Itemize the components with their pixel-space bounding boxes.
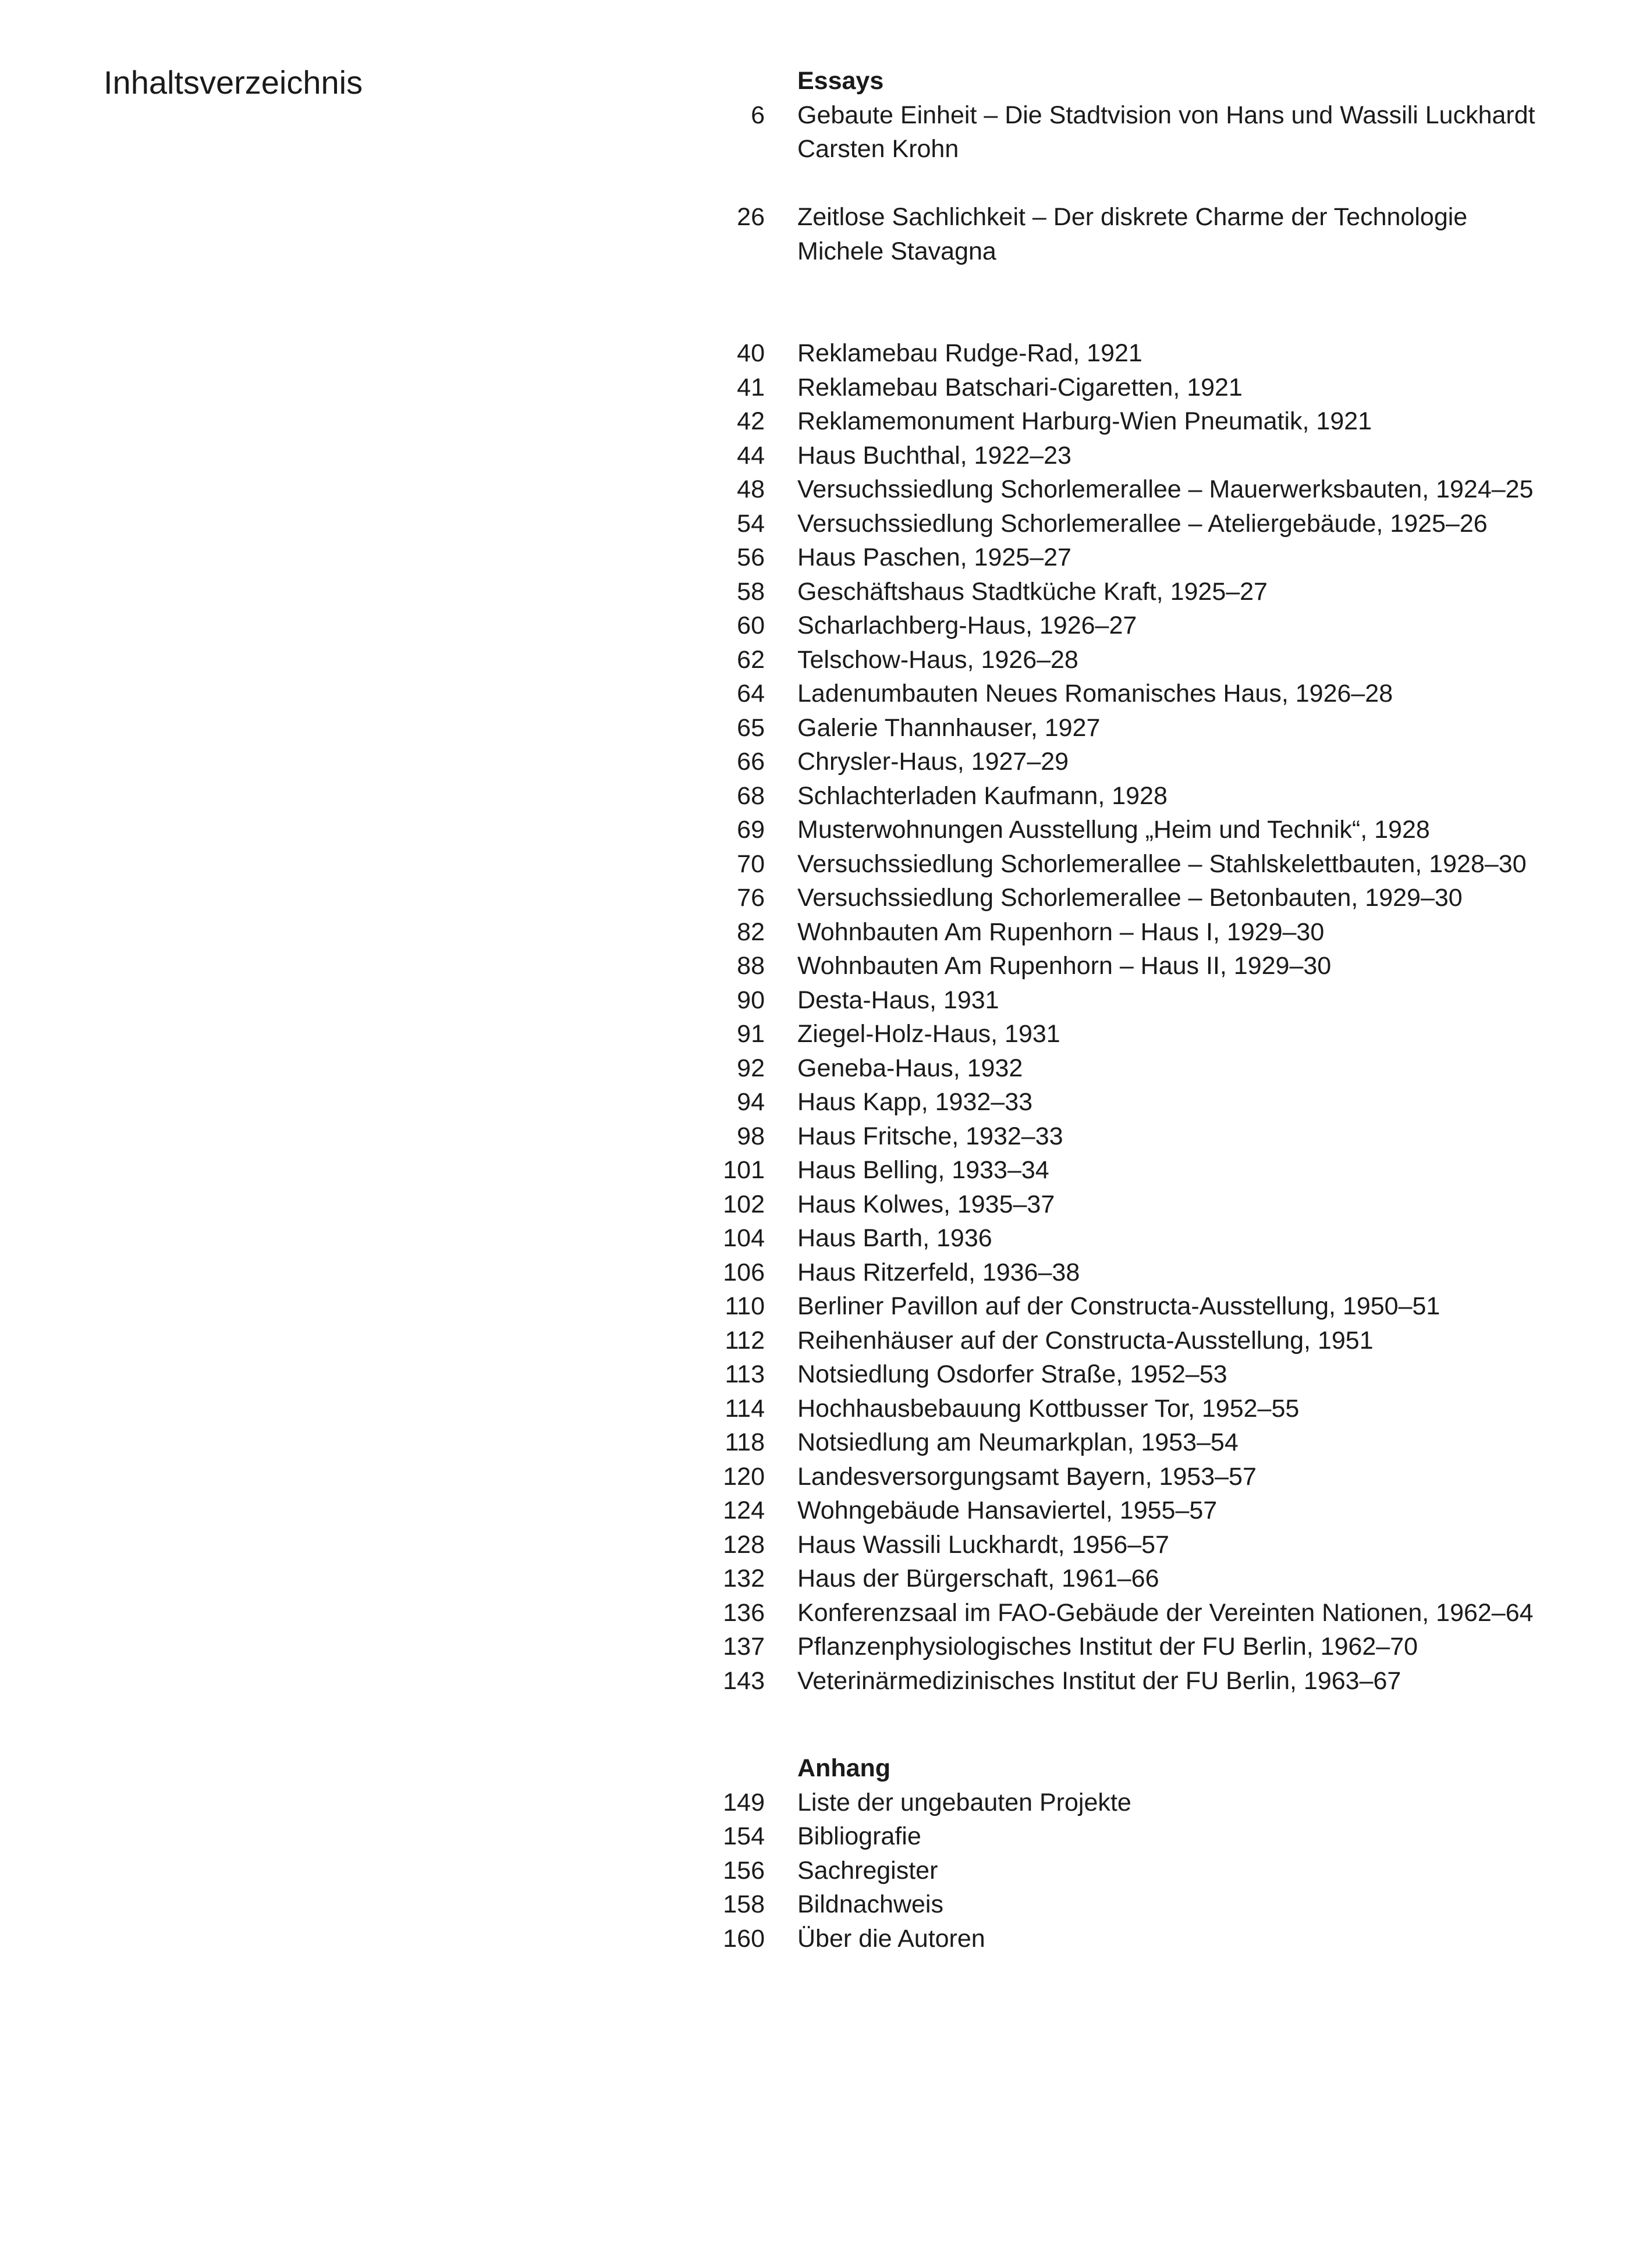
page-number: 68 [737,781,765,810]
page-number: 132 [723,1565,765,1592]
page-number: 44 [737,441,765,470]
toc-entry-author [698,132,1606,166]
page-number: 154 [723,1822,765,1850]
toc-entry[interactable] [698,949,1606,983]
page-number: 92 [737,1054,765,1082]
toc-entry[interactable] [698,711,1606,745]
page-number: 113 [725,1360,765,1388]
page-number: 104 [723,1224,765,1252]
page-number: 120 [723,1462,765,1491]
toc-entry[interactable] [698,1392,1606,1426]
toc-entry[interactable] [698,1562,1606,1596]
toc-entry[interactable] [698,439,1606,473]
entry-author: Michele Stavagna [797,237,996,265]
entry-title: Chrysler-Haus, 1927–29 [797,748,1069,776]
page-number: 98 [737,1122,765,1150]
page-number: 124 [723,1496,765,1524]
page-number: 88 [737,952,765,980]
page-number: 143 [723,1666,765,1695]
toc-entry[interactable] [698,1289,1606,1324]
appendix-heading-row [698,1751,1606,1786]
table-of-contents [698,64,1606,1956]
toc-entry[interactable] [698,1426,1606,1460]
entry-author: Carsten Krohn [797,135,959,163]
essays-heading: Essays [797,67,884,95]
entry-title: Schlachterladen Kaufmann, 1928 [797,781,1168,810]
toc-entry[interactable] [698,507,1606,541]
entry-title: Haus Kolwes, 1935–37 [797,1190,1055,1218]
page-title: Inhaltsverzeichnis [104,64,363,101]
page-number: 137 [723,1633,765,1661]
page-number: 128 [723,1530,765,1559]
toc-entry[interactable] [698,472,1606,507]
entry-title: Haus Buchthal, 1922–23 [797,441,1071,470]
page-number: 58 [737,577,765,606]
page-number: 82 [737,918,765,946]
toc-entry[interactable] [698,1051,1606,1086]
toc-entry[interactable] [698,200,1606,234]
page-number: 118 [725,1428,765,1456]
entry-title: Reklamebau Batschari-Cigaretten, 1921 [797,373,1243,401]
toc-entry[interactable] [698,915,1606,950]
toc-entry[interactable] [698,98,1606,133]
toc-entry[interactable] [698,677,1606,711]
entry-title: Notsiedlung Osdorfer Straße, 1952–53 [797,1360,1227,1388]
toc-entry[interactable] [698,1887,1606,1922]
entry-title: Ziegel-Holz-Haus, 1931 [797,1020,1060,1048]
entry-title: Pflanzenphysiologisches Institut der FU Berlin, 1962–70 [797,1633,1418,1661]
entry-title: Veterinärmedizinisches Institut der FU Berlin, 1963–67 [797,1666,1401,1695]
page-number: 102 [723,1190,765,1218]
page-number: 6 [751,101,765,129]
entry-title: Reklamemonument Harburg-Wien Pneumatik, 1921 [797,407,1372,435]
entry-title: Konferenzsaal im FAO-Gebäude der Vereinten Nationen, 1962–64 [797,1598,1534,1627]
toc-entry[interactable] [698,1221,1606,1256]
page-number: 114 [725,1394,765,1423]
entry-title: Telschow-Haus, 1926–28 [797,645,1078,674]
toc-entry[interactable] [698,1786,1606,1820]
toc-entry[interactable] [698,847,1606,881]
toc-entry[interactable] [698,1119,1606,1154]
entry-title: Haus Ritzerfeld, 1936–38 [797,1258,1080,1286]
toc-entry[interactable] [698,575,1606,609]
page-number: 54 [737,509,765,538]
toc-entry[interactable] [698,541,1606,575]
entry-title: Zeitlose Sachlichkeit – Der diskrete Charme der Technologie [797,203,1468,231]
appendix-heading: Anhang [797,1754,891,1782]
entry-title: Haus Barth, 1936 [797,1224,992,1252]
entry-title: Berliner Pavillon auf der Constructa-Ausstellung, 1950–51 [797,1292,1440,1320]
entry-title: Reihenhäuser auf der Constructa-Ausstellung, 1951 [797,1326,1374,1355]
entry-title: Haus Belling, 1933–34 [797,1156,1049,1184]
toc-entry[interactable] [698,1596,1606,1630]
page-number: 66 [737,748,765,776]
page-number: 69 [737,816,765,844]
toc-entry[interactable] [698,643,1606,677]
page-number: 110 [725,1292,765,1320]
page-number: 112 [725,1326,765,1355]
page-number: 62 [737,645,765,674]
entry-title: Versuchssiedlung Schorlemerallee – Mauerwerksbauten, 1924–25 [797,475,1534,503]
entry-title: Versuchssiedlung Schorlemerallee – Betonbauten, 1929–30 [797,884,1463,912]
page-number: 136 [723,1598,765,1627]
toc-entry[interactable] [698,779,1606,813]
essays-heading-row [698,64,1606,98]
toc-entry[interactable] [698,404,1606,439]
entry-title: Geschäftshaus Stadtküche Kraft, 1925–27 [797,577,1268,606]
entry-title: Musterwohnungen Ausstellung „Heim und Technik“, 1928 [797,816,1430,844]
entry-title: Wohnbauten Am Rupenhorn – Haus II, 1929–30 [797,952,1332,980]
page-number: 101 [723,1156,765,1184]
toc-entry[interactable] [698,1357,1606,1392]
entry-title: Landesversorgungsamt Bayern, 1953–57 [797,1462,1257,1491]
entry-title: Galerie Thannhauser, 1927 [797,713,1101,742]
entry-title: Liste der ungebauten Projekte [797,1788,1131,1816]
toc-entry[interactable] [698,1528,1606,1562]
entry-title: Versuchssiedlung Schorlemerallee – Stahlskelettbauten, 1928–30 [797,849,1527,878]
toc-entry[interactable] [698,745,1606,779]
entry-title: Geneba-Haus, 1932 [797,1054,1023,1082]
toc-entry[interactable] [698,881,1606,915]
page-number: 60 [737,612,765,639]
entry-title: Hochhausbebauung Kottbusser Tor, 1952–55 [797,1394,1300,1423]
toc-entry[interactable] [698,336,1606,371]
entry-title: Haus der Bürgerschaft, 1961–66 [797,1565,1159,1592]
projects-list [698,336,1606,1698]
page-number: 56 [737,543,765,571]
appendix-list [698,1786,1606,1956]
toc-entry-author [698,234,1606,269]
entry-title: Versuchssiedlung Schorlemerallee – Ateliergebäude, 1925–26 [797,509,1488,538]
page-number: 106 [723,1258,765,1286]
entry-title: Wohnbauten Am Rupenhorn – Haus I, 1929–30 [797,918,1325,946]
toc-entry[interactable] [698,1256,1606,1290]
toc-entry[interactable] [698,1324,1606,1358]
entry-title: Über die Autoren [797,1924,985,1953]
page-number: 149 [723,1788,765,1816]
page-number: 26 [737,203,765,231]
entry-title: Bildnachweis [797,1890,943,1918]
toc-entry[interactable] [698,1494,1606,1528]
page-number: 48 [737,475,765,503]
page-number: 94 [737,1088,765,1116]
page-number: 160 [723,1924,765,1953]
toc-entry[interactable] [698,1188,1606,1222]
entry-title: Wohngebäude Hansaviertel, 1955–57 [797,1496,1218,1524]
entry-title: Haus Kapp, 1932–33 [797,1088,1033,1116]
page-number: 64 [737,680,765,708]
toc-entry[interactable] [698,1085,1606,1119]
toc-entry[interactable] [698,1922,1606,1956]
entry-title: Notsiedlung am Neumarkplan, 1953–54 [797,1428,1239,1456]
toc-entry[interactable] [698,1460,1606,1494]
page-number: 90 [737,986,765,1014]
page-number: 42 [737,407,765,435]
page-number: 40 [737,339,765,367]
entry-title: Haus Wassili Luckhardt, 1956–57 [797,1530,1169,1559]
toc-entry[interactable] [698,1819,1606,1854]
toc-entry[interactable] [698,1153,1606,1188]
page-number: 158 [723,1890,765,1918]
entry-title: Gebaute Einheit – Die Stadtvision von Hans und Wassili Luckhardt [797,101,1535,129]
toc-entry[interactable] [698,1664,1606,1698]
toc-entry[interactable] [698,1630,1606,1664]
toc-entry[interactable] [698,1017,1606,1051]
entry-title: Scharlachberg-Haus, 1926–27 [797,612,1137,639]
toc-entry[interactable] [698,813,1606,847]
entry-title: Desta-Haus, 1931 [797,986,999,1014]
page-number: 91 [737,1020,765,1048]
toc-entry[interactable] [698,609,1606,643]
toc-entry[interactable] [698,1854,1606,1888]
page-number: 156 [723,1856,765,1885]
entry-title: Haus Paschen, 1925–27 [797,543,1071,571]
page-number: 41 [737,373,765,401]
entry-title: Sachregister [797,1856,938,1885]
entry-title: Reklamebau Rudge-Rad, 1921 [797,339,1142,367]
toc-entry[interactable] [698,371,1606,405]
page-number: 70 [737,849,765,878]
toc-entry[interactable] [698,983,1606,1018]
page-number: 76 [737,884,765,912]
entry-title: Bibliografie [797,1822,921,1850]
entry-title: Ladenumbauten Neues Romanisches Haus, 1926–28 [797,680,1393,708]
page-number: 65 [737,713,765,742]
entry-title: Haus Fritsche, 1932–33 [797,1122,1063,1150]
